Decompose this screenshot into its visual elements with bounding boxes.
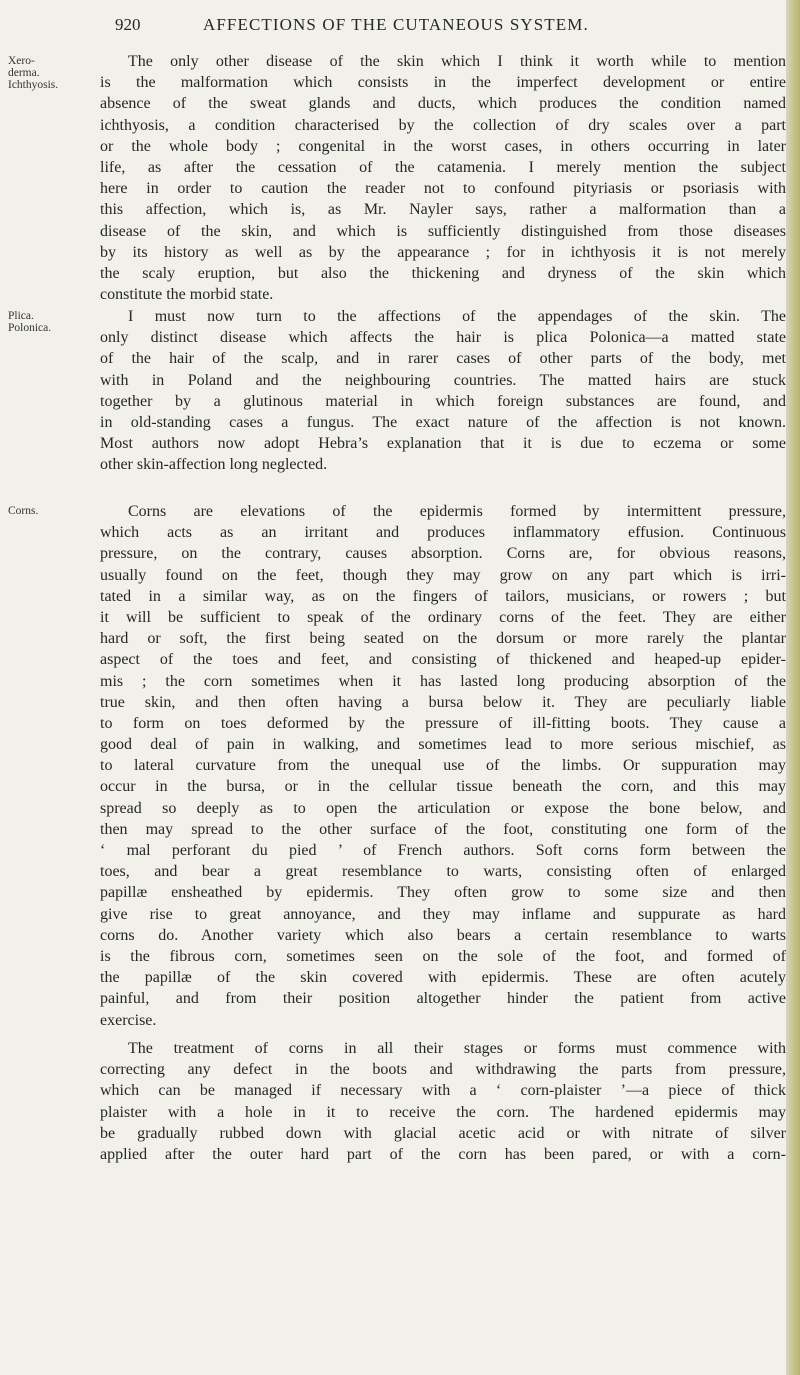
text-line: here in order to caution the reader not to confound pityriasis or psoriasis with [100,180,786,198]
text-line: usually found on the feet, though they may grow on any part which is irri- [100,566,786,584]
text-line: only distinct disease which affects the hair is plica Polonica—a matted state [100,329,786,347]
text-line: applied after the outer hard part of the corn has been pared, or with a corn- [100,1145,786,1163]
side-note-line: Corns. [8,505,39,517]
paragraph-corns [100,501,786,1031]
text-line: The only other disease of the skin which I think it worth while to mention [128,53,786,70]
text-line: good deal of pain in walking, and sometimes lead to more serious mischief, as [100,736,786,754]
text-line: true skin, and then often having a bursa below it. They are peculiarly liable [100,693,786,711]
text-line: ichthyosis, a condition characterised by the collection of dry scales over a part [100,116,786,134]
text-line: aspect of the toes and feet, and consisting of thickened and heaped-up epider- [100,651,786,669]
text-line: other skin-affection long neglected. [100,456,328,474]
text-line: together by a glutinous material in which foreign substances are found, and [100,392,786,410]
text-line: I must now turn to the affections of the appendages of the skin. The [128,308,786,325]
text-line: this affection, which is, as Mr. Nayler says, rather a malformation than a [100,201,786,219]
text-line: Most authors now adopt Hebra’s explanation that it is due to eczema or some [100,435,786,453]
text-line: ‘ mal perforant du pied ’ of French authors. Soft corns form between the [100,842,786,859]
text-line: of the hair of the scalp, and in rarer cases of other parts of the body, met [100,350,786,368]
side-note-plica [8,310,51,334]
text-line: mis ; the corn sometimes when it has lasted long producing absorption of the [100,672,786,690]
text-line: Corns are elevations of the epidermis formed by intermittent pressure, [128,503,786,520]
text-line: to lateral curvature from the unequal use of the limbs. Or suppuration may [100,757,786,775]
text-line: with in Poland and the neighbouring countries. The matted hairs are stuck [100,371,786,389]
text-line: The treatment of corns in all their stages or forms must commence with [128,1040,786,1057]
side-note-line: derma. [8,67,40,79]
side-note-line: Xero- [8,55,35,67]
text-line: the scaly eruption, but also the thickening and dryness of the skin which [100,264,786,282]
paragraph-plica [100,306,786,476]
text-line: give rise to great annoyance, and they may inflame and suppurate as hard [100,905,786,923]
side-note-corns [8,505,38,517]
text-line: is the malformation which consists in the imperfect development or entire [100,74,786,92]
page-edge [786,0,800,1375]
page-header [115,15,755,41]
text-line: absence of the sweat glands and ducts, which produces the condition named [100,95,786,113]
page-number: 920 [115,15,141,34]
text-line: then may spread to the other surface of the foot, constituting one form of the [100,820,786,838]
text-line: painful, and from their position altogether hinder the patient from active [100,990,786,1008]
text-line: be gradually rubbed down with glacial acetic acid or with nitrate of silver [100,1124,786,1142]
text-line: which can be managed if necessary with a ‘ corn-plaister ’—a piece of thick [100,1082,786,1100]
paragraph-ichthyosis [100,51,786,305]
running-title: AFFECTIONS OF THE CUTANEOUS SYSTEM. [203,15,589,34]
text-line: corns do. Another variety which also bears a certain resemblance to warts [100,926,786,944]
text-line: to form on toes deformed by the pressure of ill-fitting boots. They cause a [100,714,786,732]
text-line: it will be sufficient to speak of the ordinary corns of the feet. They are either [100,608,786,626]
text-line: constitute the morbid state. [100,286,274,304]
text-line: exercise. [100,1011,157,1029]
side-note-line: Ichthyosis. [8,79,59,91]
text-line: plaister with a hole in it to receive the corn. The hardened epidermis may [100,1103,786,1121]
text-line: tated in a similar way, as on the fingers of tailors, musicians, or rowers ; but [100,587,786,605]
text-line: papillæ ensheathed by epidermis. They often grow to some size and then [100,884,786,902]
side-note-line: Plica. [8,310,34,322]
paragraph-treatment [100,1038,786,1165]
text-line: or the whole body ; congenital in the worst cases, in others occurring in later [100,137,786,155]
text-line: disease of the skin, and which is sufficiently distinguished from those diseases [100,222,786,240]
text-line: toes, and bear a great resemblance to warts, consisting often of enlarged [100,863,786,881]
text-line: correcting any defect in the boots and withdrawing the parts from pressure, [100,1061,786,1079]
text-line: pressure, on the contrary, causes absorption. Corns are, for obvious reasons, [100,545,786,563]
side-note-xeroderma [8,55,58,91]
text-line: in old-standing cases a fungus. The exact nature of the affection is not known. [100,413,786,431]
text-line: life, as after the cessation of the catamenia. I merely mention the subject [100,158,786,176]
text-line: which acts as an irritant and produces inflammatory effusion. Continuous [100,524,786,542]
side-note-line: Polonica. [8,322,52,334]
text-line: occur in the bursa, or in the cellular tissue beneath the corn, and this may [100,778,786,796]
text-line: spread so deeply as to open the articulation or expose the bone below, and [100,799,786,817]
text-line: hard or soft, the first being seated on the dorsum or more rarely the plantar [100,630,786,648]
text-line: the papillæ of the skin covered with epidermis. These are often acutely [100,969,786,987]
text-line: is the fibrous corn, sometimes seen on the sole of the foot, and formed of [100,947,786,965]
text-line: by its history as well as by the appearance ; for in ichthyosis it is not merely [100,243,786,261]
